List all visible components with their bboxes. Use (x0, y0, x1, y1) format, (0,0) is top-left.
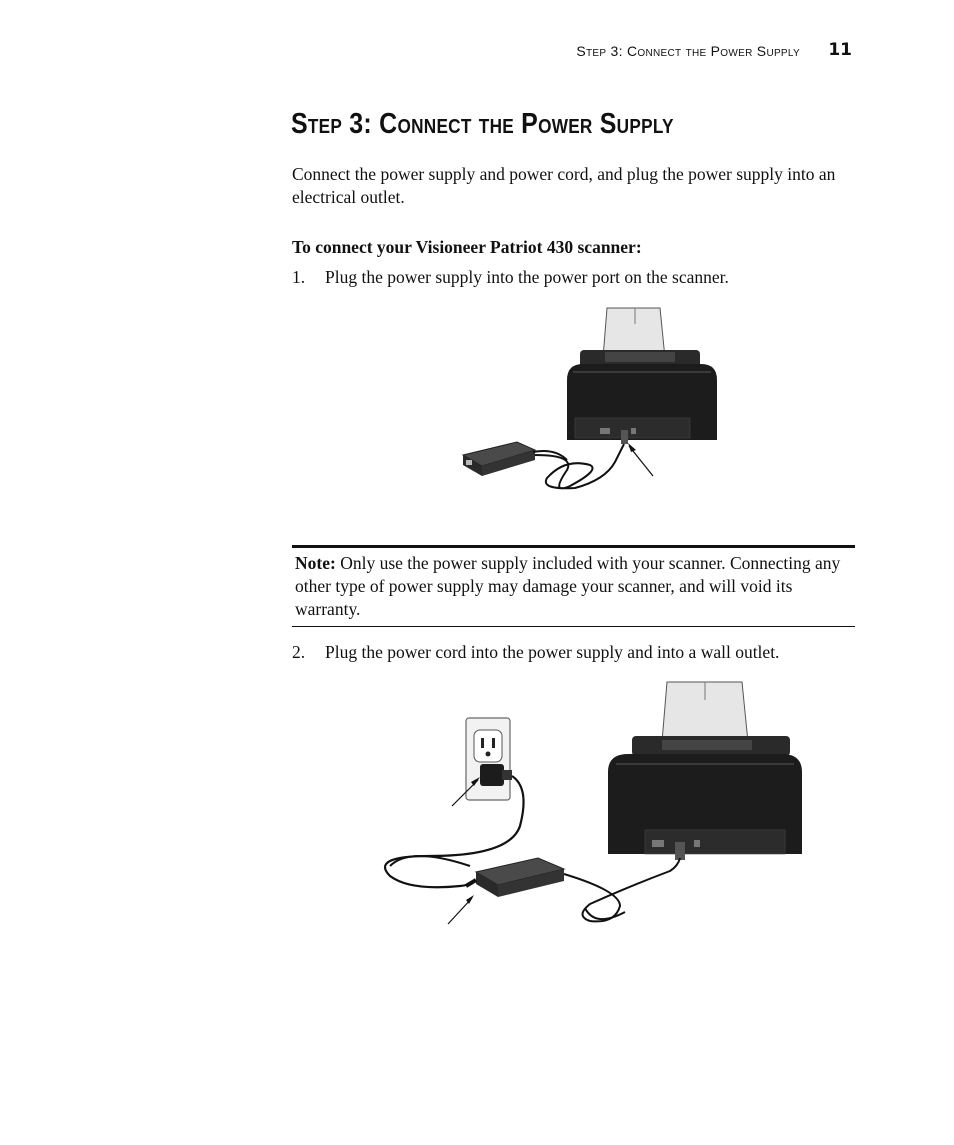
step-number: 1. (292, 267, 306, 287)
scanner-wall-outlet-icon (370, 676, 810, 936)
scanner-power-supply-icon (455, 300, 725, 500)
step-1 (292, 266, 892, 289)
note-box (292, 545, 855, 627)
note-text: Only use the power supply included with your scanner. Connecting any other type of power supply may damage your scanner, and will void its warranty. (295, 553, 841, 619)
intro-paragraph: Connect the power supply and power cord, and plug the power supply into an electrical outlet. (292, 164, 836, 207)
step-text: Plug the power cord into the power supply and into a wall outlet. (325, 642, 780, 662)
page-number: 11 (828, 40, 852, 60)
procedure-heading: To connect your Visioneer Patriot 430 scanner: (292, 237, 642, 257)
section-title: Step 3: Connect the Power Supply (291, 108, 674, 140)
step-2 (292, 641, 892, 664)
step-text: Plug the power supply into the power port on the scanner. (325, 267, 729, 287)
running-title: Step 3: Connect the Power Supply (576, 43, 800, 59)
step-number: 2. (292, 642, 306, 662)
note-paragraph (295, 552, 855, 621)
note-label: Note: (295, 553, 336, 573)
